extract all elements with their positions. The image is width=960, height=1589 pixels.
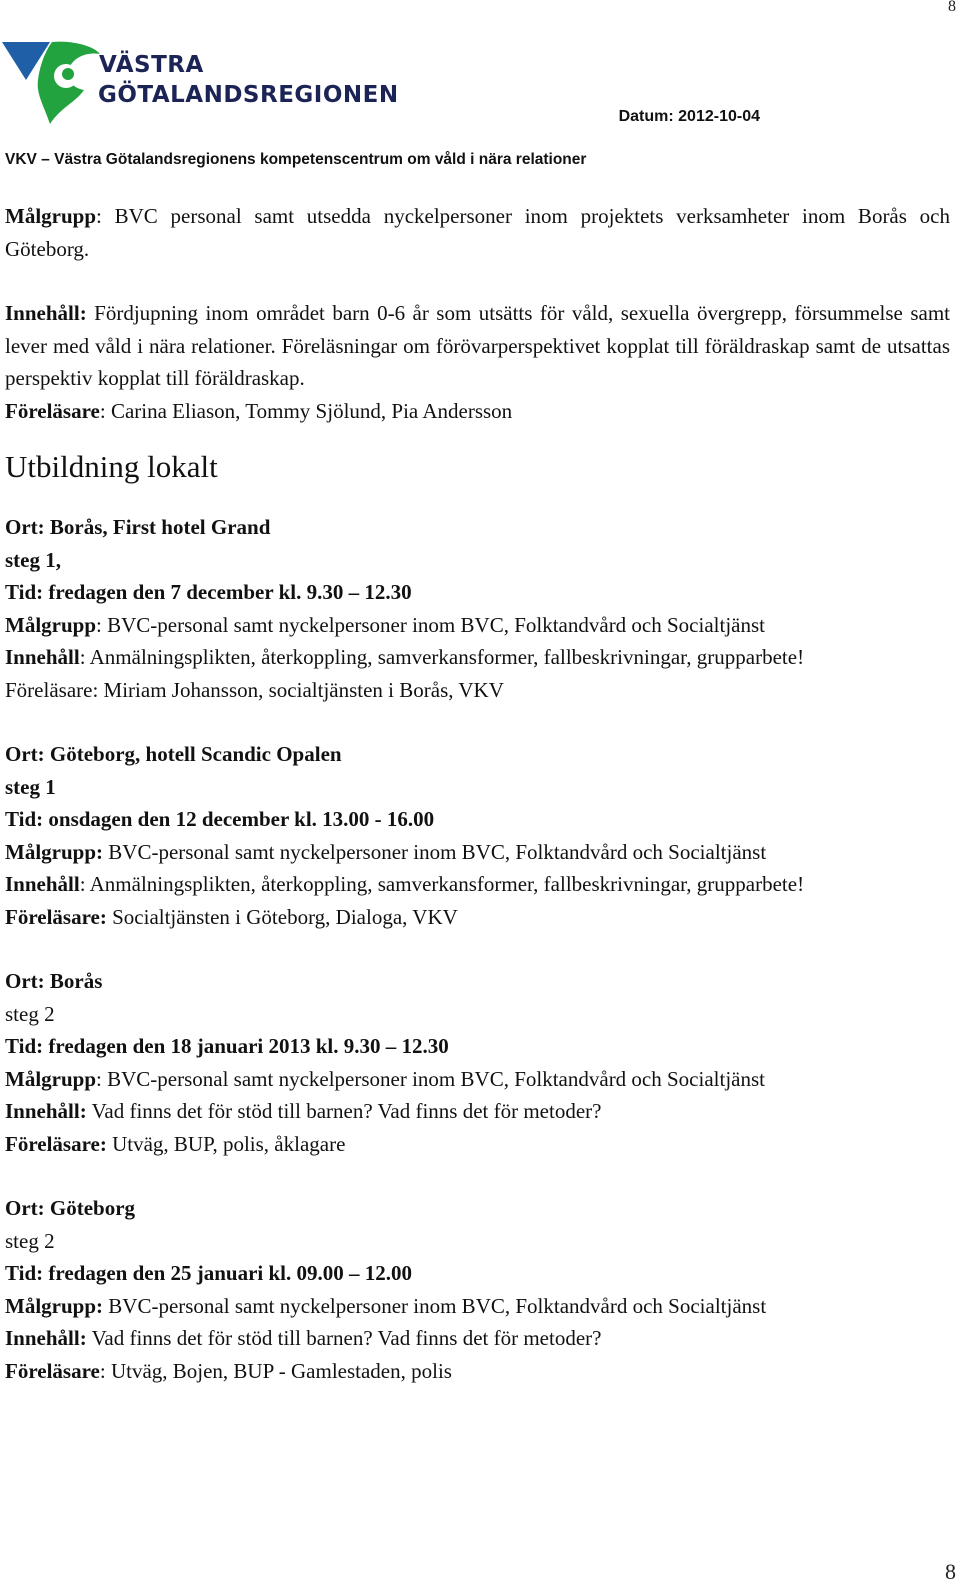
label-malgrupp: Målgrupp xyxy=(5,612,97,637)
vgr-logo-mark-icon xyxy=(2,36,102,131)
session-location: Ort: Borås, First hotel Grand xyxy=(5,515,271,539)
session-lecturers xyxy=(5,1128,950,1161)
text-innehall: : Anmälningsplikten, återkoppling, samverkansformer, fallbeskrivningar, grupparbete! xyxy=(79,872,805,896)
logo-line-2: GÖTALANDSREGIONEN xyxy=(98,82,399,108)
text-innehall: Vad finns det för stöd till barnen? Vad finns det för metoder? xyxy=(86,1099,602,1123)
label-malgrupp: Målgrupp xyxy=(5,1066,97,1091)
session-block xyxy=(5,1192,950,1387)
label-malgrupp: Målgrupp: xyxy=(5,839,104,864)
session-time: Tid: fredagen den 25 januari kl. 09.00 – 12.00 xyxy=(5,1261,413,1285)
session-block xyxy=(5,965,950,1160)
session-time: Tid: onsdagen den 12 december kl. 13.00 - 16.00 xyxy=(5,807,435,831)
session-content xyxy=(5,1095,950,1128)
text-forelasare: : Miriam Johansson, socialtjänsten i Borås, VKV xyxy=(92,677,504,702)
session-block xyxy=(5,511,950,706)
session-time: Tid: fredagen den 18 januari 2013 kl. 9.30 – 12.30 xyxy=(5,1034,449,1058)
session-block xyxy=(5,738,950,933)
session-target-group xyxy=(5,1290,950,1323)
session-lecturers xyxy=(5,674,950,707)
session-content xyxy=(5,868,950,901)
text-forelasare: Socialtjänsten i Göteborg, Dialoga, VKV xyxy=(106,904,458,929)
session-location: Ort: Borås xyxy=(5,969,103,993)
text-forelasare: Utväg, BUP, polis, åklagare xyxy=(106,1131,346,1156)
label-forelasare: Föreläsare xyxy=(5,677,93,702)
document-body xyxy=(5,200,950,1387)
session-list xyxy=(5,511,950,1387)
page-number-top: 8 xyxy=(948,0,956,15)
label-forelasare: Föreläsare: xyxy=(5,1131,107,1156)
text-malgrupp: : BVC-personal samt nyckelpersoner inom BVC, Folktandvård och Socialtjänst xyxy=(96,1066,765,1091)
text-malgrupp: BVC-personal samt nyckelpersoner inom BVC, Folktandvård och Socialtjänst xyxy=(103,839,767,864)
label-malgrupp: Målgrupp xyxy=(5,204,97,228)
session-lecturers xyxy=(5,1355,950,1388)
text-innehall: Vad finns det för stöd till barnen? Vad finns det för metoder? xyxy=(86,1326,602,1350)
label-innehall: Innehåll: xyxy=(5,301,87,325)
label-forelasare: Föreläsare: xyxy=(5,904,107,929)
text-innehall: Fördjupning inom området barn 0-6 år som utsätts för våld, sexuella övergrepp, försummelse samt lever med våld i nära relationer. Föreläsningar om förövarperspektivet kopplat till föräldraskap samt de utsattas perspektiv kopplat till föräldraskap. xyxy=(5,301,950,390)
session-step: steg 2 xyxy=(5,1228,55,1253)
session-step: steg 1, xyxy=(5,547,61,572)
label-innehall: Innehåll xyxy=(5,645,80,669)
session-time: Tid: fredagen den 7 december kl. 9.30 – 12.30 xyxy=(5,580,412,604)
session-content xyxy=(5,1322,950,1355)
session-target-group xyxy=(5,609,950,642)
session-content xyxy=(5,641,950,674)
session-location: Ort: Göteborg xyxy=(5,1196,136,1220)
section-title: Utbildning lokalt xyxy=(5,449,218,484)
page-number-bottom: 8 xyxy=(945,1559,956,1584)
label-innehall: Innehåll: xyxy=(5,1326,87,1350)
session-step: steg 2 xyxy=(5,1001,55,1026)
vgr-logo xyxy=(2,36,422,131)
label-malgrupp: Målgrupp: xyxy=(5,1293,104,1318)
session-location: Ort: Göteborg, hotell Scandic Opalen xyxy=(5,742,342,766)
intro-content xyxy=(5,297,950,395)
text-malgrupp: BVC-personal samt nyckelpersoner inom BVC, Folktandvård och Socialtjänst xyxy=(103,1293,767,1318)
header-date: Datum: 2012-10-04 xyxy=(618,108,760,125)
vgr-logo-text xyxy=(98,50,399,110)
text-forelasare: : Carina Eliason, Tommy Sjölund, Pia Andersson xyxy=(99,398,513,423)
label-forelasare: Föreläsare xyxy=(5,398,100,423)
intro-target-group xyxy=(5,200,950,265)
session-target-group xyxy=(5,836,950,869)
session-step: steg 1 xyxy=(5,774,56,799)
logo-line-1: VÄSTRA xyxy=(99,52,204,78)
label-innehall: Innehåll xyxy=(5,872,80,896)
text-forelasare: : Utväg, Bojen, BUP - Gamlestaden, polis xyxy=(99,1358,452,1383)
text-innehall: : Anmälningsplikten, återkoppling, samverkansformer, fallbeskrivningar, grupparbete! xyxy=(79,645,805,669)
label-forelasare: Föreläsare xyxy=(5,1358,100,1383)
session-lecturers xyxy=(5,901,950,934)
session-target-group xyxy=(5,1063,950,1096)
text-malgrupp: : BVC-personal samt nyckelpersoner inom BVC, Folktandvård och Socialtjänst xyxy=(96,612,765,637)
header-organization: VKV – Västra Götalandsregionens kompetenscentrum om våld i nära relationer xyxy=(5,151,587,168)
intro-lecturers xyxy=(5,395,950,428)
text-malgrupp: : BVC personal samt utsedda nyckelpersoner inom projektets verksamheter inom Borås och Göteborg. xyxy=(5,204,950,261)
label-innehall: Innehåll: xyxy=(5,1099,87,1123)
